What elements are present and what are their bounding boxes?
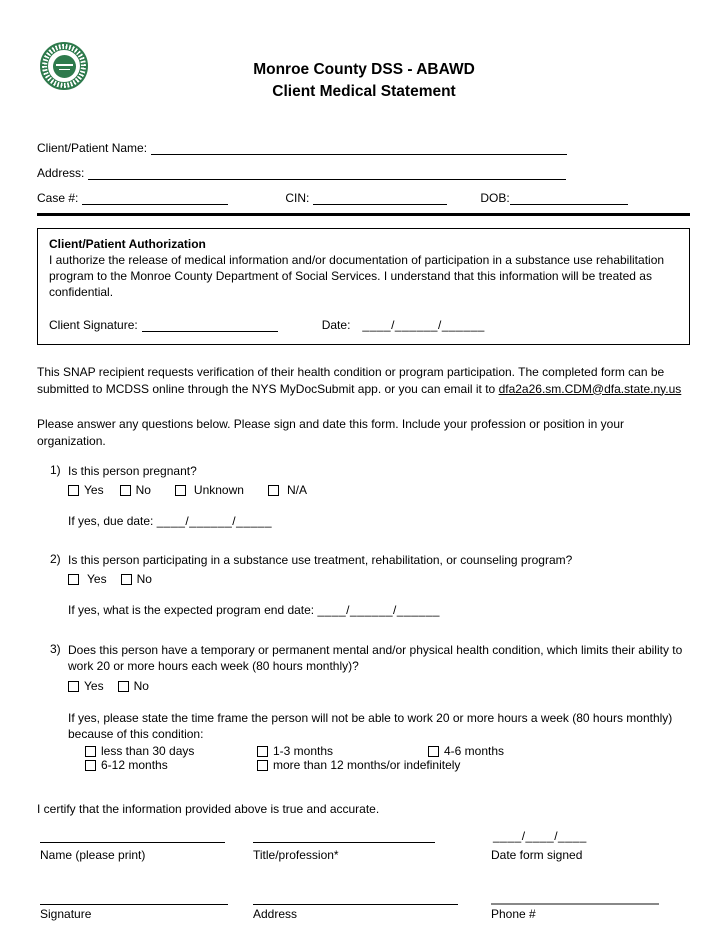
q1-no-label: No — [135, 483, 151, 497]
checkbox-q2-yes[interactable] — [68, 574, 79, 585]
client-name-row — [37, 130, 690, 155]
q2-followup-label: If yes, what is the expected program end date: — [68, 603, 318, 617]
q3-option-yes — [68, 678, 104, 694]
tf-less-30-label: less than 30 days — [101, 744, 195, 758]
section-divider-rule — [37, 213, 690, 216]
certify-statement: I certify that the information provided above is true and accurate. — [37, 802, 380, 816]
checkbox-q1-na[interactable] — [268, 485, 279, 496]
q1-na-label: N/A — [286, 483, 307, 497]
question-3 — [50, 642, 690, 772]
address-row — [37, 155, 690, 180]
snap-text: This SNAP recipient requests verification of their health condition or program participation. The completed form can be submitted to MCDSS online through the NYS MyDocSubmit app. or you can email it to — [37, 365, 665, 396]
provider-address-label: Address — [253, 907, 298, 921]
question-2-text: Is this person participating in a substance use treatment, rehabilitation, or counseling program? — [68, 553, 573, 567]
q3-option-no — [118, 678, 149, 694]
tf-6-12-label: 6-12 months — [101, 758, 168, 772]
signature-block-row1-lines — [37, 828, 690, 843]
cin-label: CIN: — [285, 191, 310, 205]
dob-label: DOB: — [480, 191, 510, 205]
signature-date-label: Date: — [321, 318, 351, 332]
tf-more-12-label: more than 12 months/or indefinitely — [273, 758, 461, 772]
provider-name-line[interactable] — [40, 828, 225, 843]
question-1-number: 1) — [50, 463, 61, 477]
case-cin-dob-row — [37, 180, 690, 205]
client-info-fields — [37, 130, 690, 205]
client-name-label: Client/Patient Name: — [37, 141, 148, 155]
q1-option-no — [120, 482, 151, 498]
client-authorization-box — [37, 228, 690, 345]
checkbox-q1-no[interactable] — [120, 485, 131, 496]
date-form-signed-label: Date form signed — [491, 848, 583, 862]
address-label: Address: — [37, 166, 85, 180]
phone-number-label: Phone # — [491, 907, 536, 921]
tf-1-3-label: 1-3 months — [273, 744, 334, 758]
question-3-options — [68, 678, 690, 694]
q3-no-label: No — [133, 679, 149, 693]
timeframe-row-1 — [85, 744, 690, 758]
checkbox-q1-yes[interactable] — [68, 485, 79, 496]
program-end-date-blank[interactable]: ____/______/______ — [317, 603, 440, 617]
checkbox-6-12-months[interactable] — [85, 760, 96, 771]
tf-option-less-30 — [85, 744, 257, 758]
question-1-options — [68, 482, 690, 498]
answer-instructions-paragraph: Please answer any questions below. Please sign and date this form. Include your profession or position in your organization. — [37, 417, 625, 448]
tf-option-6-12-months — [85, 758, 257, 772]
q1-option-na — [268, 482, 307, 498]
checkbox-more-than-12-months[interactable] — [257, 760, 268, 771]
phone-number-line[interactable] — [491, 889, 659, 905]
q2-option-yes — [68, 571, 107, 587]
cin-input-line[interactable] — [313, 189, 447, 205]
provider-address-line[interactable] — [253, 890, 458, 905]
tf-4-6-label: 4-6 months — [444, 744, 505, 758]
checkbox-less-than-30-days[interactable] — [85, 746, 96, 757]
q2-yes-label: Yes — [87, 572, 107, 586]
checkbox-1-3-months[interactable] — [257, 746, 268, 757]
checkbox-q3-yes[interactable] — [68, 681, 79, 692]
tf-option-1-3-months — [257, 744, 428, 758]
q3-followup-text: If yes, please state the time frame the person will not be able to work 20 or more hours a week (80 hours monthly) because of this condition: — [68, 711, 673, 741]
dob-input-line[interactable] — [510, 189, 628, 205]
checkbox-4-6-months[interactable] — [428, 746, 439, 757]
title-profession-line[interactable] — [253, 828, 435, 843]
form-header — [0, 0, 728, 103]
signature-block-row1-labels — [37, 848, 690, 862]
question-2-options — [68, 571, 690, 587]
q1-unknown-label: Unknown — [193, 483, 244, 497]
q2-followup — [68, 602, 690, 618]
email-link[interactable]: dfa2a26.sm.CDM@dfa.state.ny.us — [498, 381, 682, 396]
q3-yes-label: Yes — [84, 679, 104, 693]
question-2 — [50, 552, 690, 618]
q1-yes-label: Yes — [84, 483, 104, 497]
timeframe-row-2 — [85, 758, 690, 772]
client-name-input-line[interactable] — [151, 139, 567, 155]
question-2-number: 2) — [50, 552, 61, 566]
form-title-line1: Monroe County DSS - ABAWD — [253, 61, 475, 78]
provider-name-label: Name (please print) — [40, 848, 146, 862]
tf-option-4-6-months — [428, 744, 504, 758]
q1-option-unknown — [175, 482, 244, 498]
due-date-blank[interactable]: ____/______/_____ — [156, 514, 273, 528]
provider-signature-line[interactable] — [40, 890, 228, 905]
q1-followup — [68, 513, 690, 529]
checkbox-q1-unknown[interactable] — [175, 485, 186, 496]
question-1 — [50, 463, 690, 529]
title-profession-label: Title/profession* — [253, 848, 339, 862]
signature-block-row2-lines — [37, 889, 690, 905]
provider-signature-block — [37, 828, 690, 921]
provider-signature-label: Signature — [40, 907, 92, 921]
form-title-line2: Client Medical Statement — [272, 83, 456, 100]
seal-emblem — [53, 55, 76, 78]
signature-block-row2-labels — [37, 907, 690, 921]
question-3-text: Does this person have a temporary or permanent mental and/or physical health condition, which limits their ability to work 20 or more hours each week (80 hours monthly)? — [68, 643, 683, 673]
authorization-title: Client/Patient Authorization — [49, 237, 206, 251]
q2-option-no — [121, 571, 152, 587]
checkbox-q2-no[interactable] — [121, 574, 132, 585]
checkbox-q3-no[interactable] — [118, 681, 129, 692]
questions-section — [37, 463, 690, 772]
q1-option-yes — [68, 482, 104, 498]
question-3-number: 3) — [50, 642, 61, 656]
question-1-text: Is this person pregnant? — [68, 464, 197, 478]
tf-option-more-12-months — [257, 758, 460, 772]
signature-date-blank[interactable]: ____/______/______ — [362, 318, 485, 332]
timeframe-options — [85, 744, 690, 772]
q2-no-label: No — [136, 572, 152, 586]
address-input-line[interactable] — [88, 164, 566, 180]
authorization-text: I authorize the release of medical information and/or documentation of participation in a substance use rehabilitation program to the Monroe County Department of Social Services. I understand that this information will be treated as confidential. — [49, 253, 665, 299]
client-signature-row — [49, 316, 678, 332]
client-signature-label: Client Signature: — [49, 318, 138, 332]
seal-inner-ring — [47, 49, 81, 83]
q1-followup-label: If yes, due date: — [68, 514, 157, 528]
case-number-label: Case #: — [37, 191, 79, 205]
snap-instructions-paragraph — [37, 364, 690, 397]
date-form-signed-blank[interactable]: ____/____/____ — [493, 829, 587, 843]
monroe-county-seal-icon — [40, 42, 88, 90]
client-signature-line[interactable] — [142, 316, 278, 332]
case-number-input-line[interactable] — [82, 189, 228, 205]
